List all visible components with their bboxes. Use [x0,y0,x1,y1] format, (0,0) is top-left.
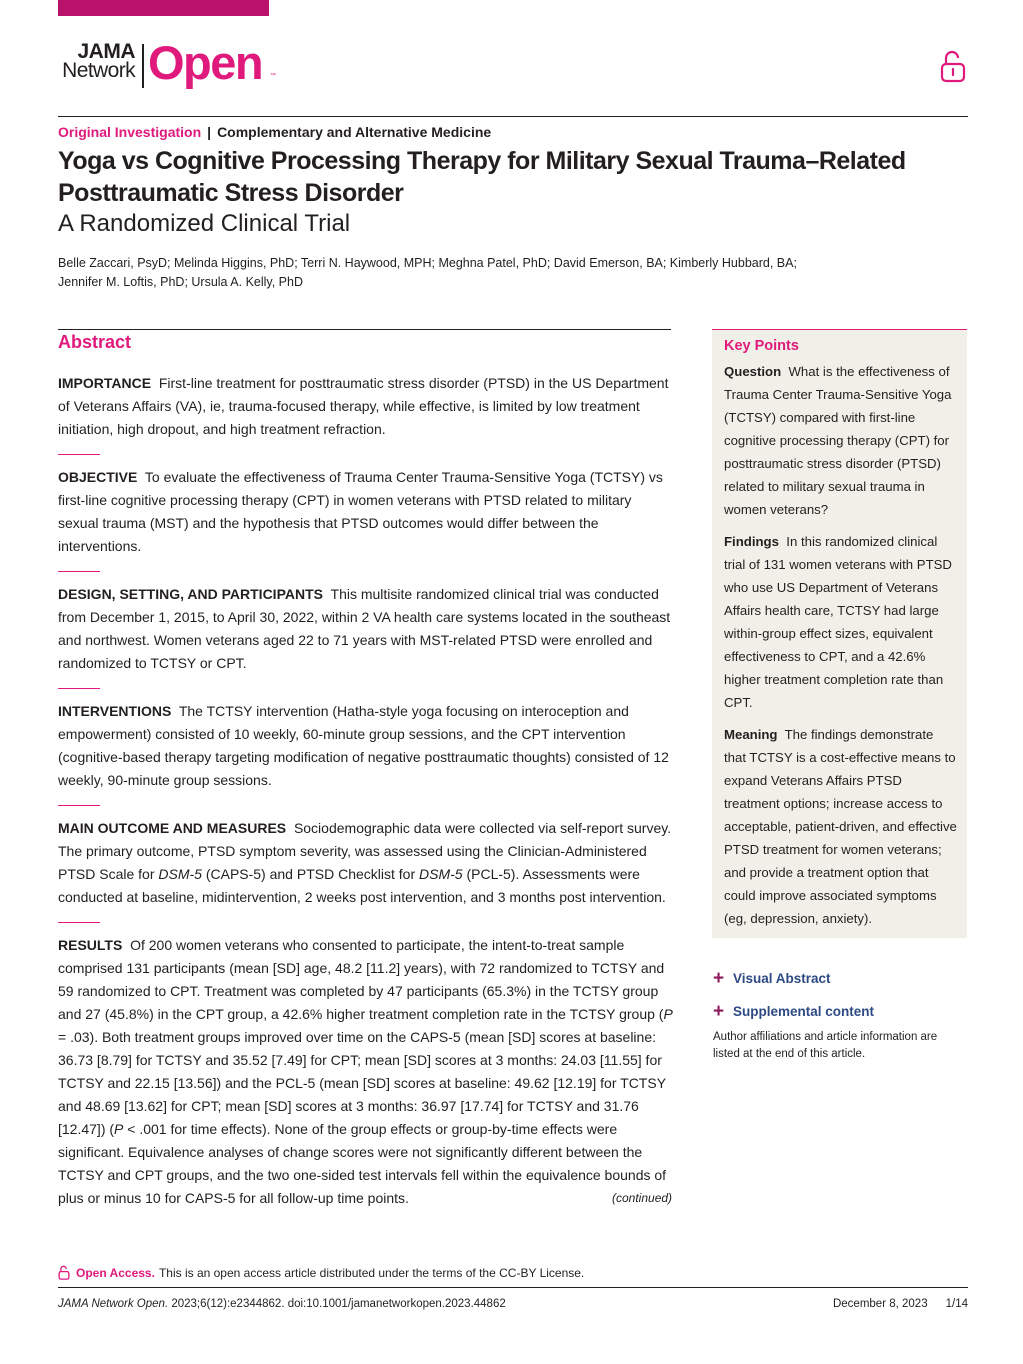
logo-divider [142,44,144,88]
footer-journal: JAMA Network Open. [58,1298,169,1310]
continued-note: (continued) [612,1191,673,1205]
article-section-line [58,124,491,140]
key-point-label: Findings [724,534,779,549]
abstract-section [58,934,674,1210]
section-divider [58,571,100,572]
footer-date-page [833,1298,968,1310]
logo-jama-network: JAMA Network [62,40,135,82]
abstract-section [58,583,674,675]
abstract-text-run: (PCL-5). Assessments were conducted at baseline, midintervention, 2 weeks post intervention, and 3 months post intervention. [58,866,666,905]
footer-rule [58,1287,968,1288]
abstract-body [58,372,674,1223]
author-list: Belle Zaccari, PsyD; Melinda Higgins, PhD; Terri N. Haywood, MPH; Meghna Patel, PhD; David Emerson, BA; Kimberly Hubbard, BA; Jennifer M. Loftis, PhD; Ursula A. Kelly, PhD [58,256,797,289]
abstract-text-run: DSM-5 [158,866,202,882]
abstract-text-run: P [663,1006,673,1022]
section-divider [58,922,100,923]
sidebar-link-label[interactable]: Supplemental content [733,1004,875,1019]
header-rule [58,116,968,117]
abstract-text-run: P [114,1121,124,1137]
article-type[interactable]: Original Investigation [58,124,202,140]
sidebar-link-supplemental-content[interactable] [713,995,874,1028]
open-lock-icon [940,49,966,83]
abstract-text-run: Sociodemographic data were collected via self-report survey. The primary outcome, PTSD symptom severity, was assessed using the Clinician-Administered PTSD Scale for [58,820,672,882]
article-subtitle: A Randomized Clinical Trial [58,210,351,237]
footer-page: 1/14 [945,1298,968,1310]
logo-open: Open [148,36,263,89]
key-points-box [712,329,967,938]
abstract-rule [58,329,671,330]
abstract-section [58,372,674,441]
sidebar-link-label[interactable]: Visual Abstract [733,971,831,986]
key-point-text: What is the effectiveness of Trauma Center Trauma-Sensitive Yoga (TCTSY) compared with first-line cognitive processing therapy (CPT) for posttraumatic stress disorder (PTSD) related to military sexual trauma in women veterans? [724,364,952,517]
abstract-section [58,466,674,558]
footer-date: December 8, 2023 [832,1298,928,1310]
key-point [724,360,957,521]
open-access-text: This is an open access article distributed under the terms of the CC-BY License. [158,1265,585,1280]
key-point [724,723,957,930]
key-points-heading: Key Points [724,338,799,354]
footer-doi[interactable]: 2023;6(12):e2344862. doi:10.1001/jamanetworkopen.2023.44862 [168,1298,506,1310]
abstract-section-text: First-line treatment for posttraumatic stress disorder (PTSD) in the US Department of Veterans Affairs (VA), ie, trauma-focused therapy, while effective, is limited by low treatment initiation, high dropout, and high treatment refraction. [58,375,669,437]
section-separator: | [207,124,212,140]
key-point [724,530,957,714]
key-point-text: The findings demonstrate that TCTSY is a cost-effective means to expand Veterans Affairs PTSD treatment options; increase access to acceptable, patient-driven, and effective PTSD treatment for women veterans; and provide a treatment option that could improve associated symptoms (eg, depression, anxiety). [724,727,957,926]
abstract-section-label: IMPORTANCE [58,375,152,391]
article-title: Yoga vs Cognitive Processing Therapy for Military Sexual Trauma–Related Posttraumatic Stress Disorder [58,147,906,207]
abstract-section-label: OBJECTIVE [58,469,138,485]
abstract-section-text: The TCTSY intervention (Hatha-style yoga focusing on interoception and empowerment) consisted of 10 weekly, 60-minute group sessions, and the CPT intervention (cognitive-based therapy targeting modification of negative posttraumatic thoughts) consisted of 12 weekly, 90-minute group sessions. [58,703,669,788]
open-access-notice [58,1265,584,1280]
abstract-heading: Abstract [58,332,132,352]
abstract-section [58,817,674,909]
key-point-label: Question [724,364,782,379]
affiliations-note: Author affiliations and article information are listed at the end of this article. [713,1031,938,1060]
abstract-text-run: DSM-5 [419,866,463,882]
key-point-label: Meaning [724,727,778,742]
abstract-section-text: To evaluate the effectiveness of Trauma Center Trauma-Sensitive Yoga (TCTSY) vs first-line cognitive processing therapy (CPT) in women veterans with PTSD related to military sexual trauma (MST) and the hypothesis that PTSD outcomes would differ between the interventions. [58,469,663,554]
abstract-section-label: INTERVENTIONS [58,703,172,719]
abstract-section [58,700,674,792]
section-divider [58,805,100,806]
abstract-text-run: Of 200 women veterans who consented to participate, the intent-to-treat sample comprised 131 participants (mean [SD] age, 48.2 [11.2] years), with 72 randomized to TCTSY and 59 randomized to CPT. Treatment was completed by 47 participants (65.3%) in the TCTSY group and 27 (45.8%) in the CPT group, a 42.6% higher treatment completion rate in the TCTSY group ( [58,937,665,1022]
plus-icon: + [713,967,725,989]
open-access-label: Open Access. [76,1265,155,1280]
key-point-text: In this randomized clinical trial of 131 women veterans with PTSD who use US Department of Veterans Affairs health care, TCTSY had large within-group effect sizes, equivalent effectiveness to CPT, and a 42.6% higher treatment completion rate than CPT. [724,534,952,710]
abstract-text-run: = .03). Both treatment groups improved over time on the CAPS-5 (mean [SD] scores at baseline: 36.73 [8.79] for TCTSY and 35.52 [7.49] for CPT; mean [SD] scores at 3 months: 24.03 [11.55] for TCTSY and 22.15 [13.56]) and the PCL-5 (mean [SD] scores at baseline: 49.62 [12.19] for TCTSY and 48.69 [13.62] for CPT; mean [SD] scores at 3 months: 36.97 [17.74] for TCTSY and 31.76 [12.47]) ( [58,1029,666,1137]
abstract-section-label: MAIN OUTCOME AND MEASURES [58,820,287,836]
logo-trademark: ™ [270,73,276,79]
article-category: Complementary and Alternative Medicine [217,124,492,140]
section-divider [58,688,100,689]
plus-icon: + [713,1000,725,1022]
abstract-section-label: RESULTS [58,937,123,953]
top-accent-bar [58,0,269,16]
abstract-text-run: (CAPS-5) and PTSD Checklist for [201,866,419,882]
section-divider [58,454,100,455]
sidebar-link-visual-abstract[interactable] [713,962,874,995]
abstract-text-run: < .001 for time effects). None of the group effects or group-by-time effects were significant. Equivalence analyses of change scores were not significantly different between the TCTSY and CPT groups, and the two one-sided test intervals fell within the equivalence bounds of plus or minus 10 for CAPS-5 for all follow-up time points. [58,1121,667,1206]
footer-citation [58,1298,506,1310]
sidebar-links [713,962,874,1028]
abstract-section-label: DESIGN, SETTING, AND PARTICIPANTS [58,586,323,602]
abstract-section-text: This multisite randomized clinical trial was conducted from December 1, 2015, to April 30, 2022, within 2 VA health care systems located in the southeast and northwest. Women veterans aged 22 to 71 years with MST-related PTSD were enrolled and randomized to TCTSY or CPT. [58,586,671,671]
open-access-lock-icon [58,1265,70,1280]
